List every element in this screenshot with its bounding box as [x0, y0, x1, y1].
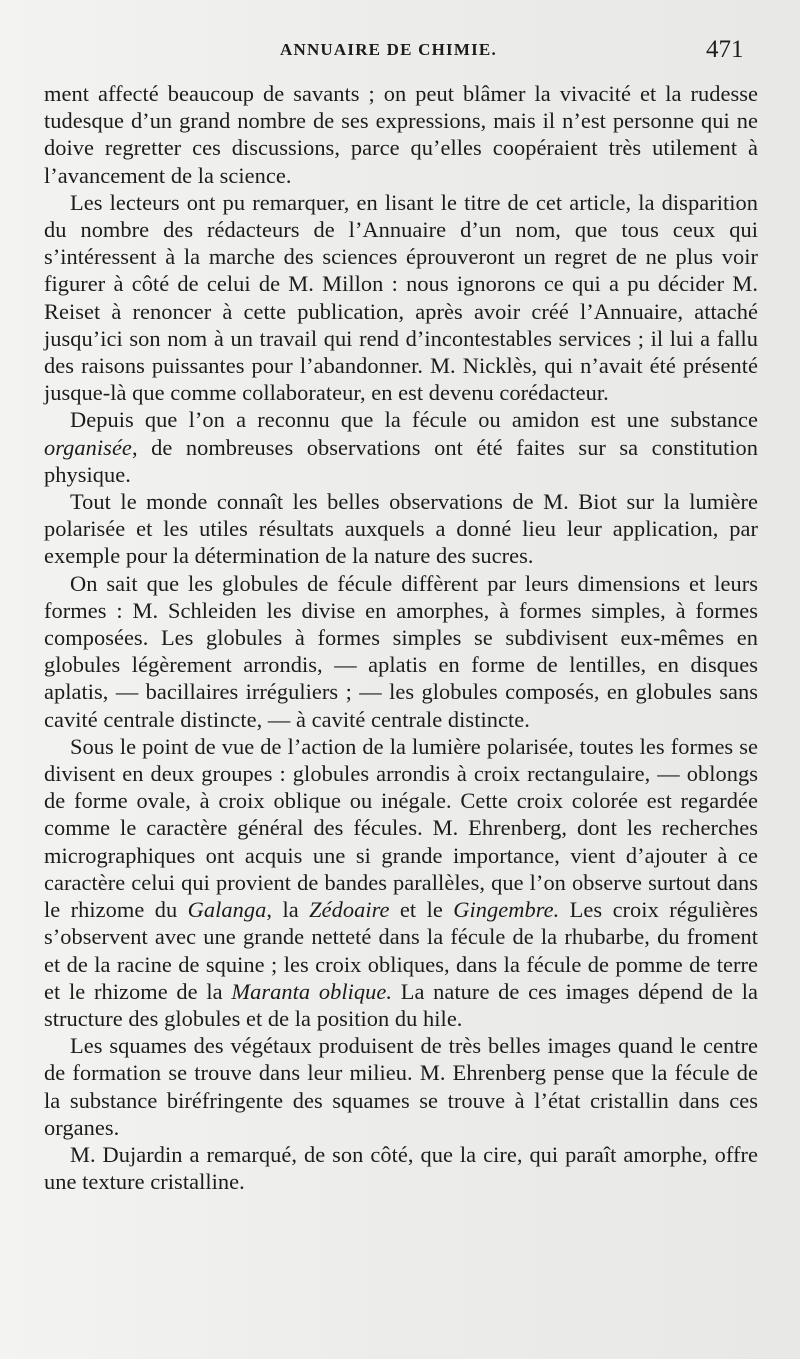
text-run: Les squames des végétaux produisent de très belles images quand le centre de formation se trouve dans leur milieu. M. Ehrenberg pense que la fécule de la substance biréfringente des squames se trouve à l’état cristallin dans ces organes. — [44, 1033, 758, 1140]
text-run: Les lecteurs ont pu remarquer, en lisant le titre de cet article, la disparition du nombre des rédacteurs de l’Annuaire d’un nom, que tous ceux qui s’intéressent à la marche des sciences éprouveront un regret de ne plus voir figurer à côté de celui de M. Millon : nous ignorons ce qui a pu décider M. Reiset à renoncer à cette publication, après avoir créé l’Annuaire, attaché jusqu’ici son nom à un travail qui rend d’incontestables services ; il lui a fallu des raisons puissantes pour l’abandonner. M. Nicklès, qui n’avait été présenté jusque-là que comme collaborateur, en est devenu corédacteur. — [44, 189, 758, 406]
text-run: On sait que les globules de fécule diffèrent par leurs dimensions et leurs formes : M. Schleiden les divise en amorphes, à formes simples, à formes composées. Les globules à formes simples se subdivisent eux-mêmes en globules légèrement arrondis, — aplatis en forme de lentilles, en disques aplatis, — bacillaires irréguliers ; — les globules composés, en globules sans cavité centrale distincte, — à cavité centrale distincte. — [44, 570, 758, 732]
text-run: Depuis que l’on a reconnu que la fécule ou amidon est une substance — [70, 407, 758, 433]
paragraph — [44, 1032, 758, 1141]
text-run: Les croix régulières s’observent avec une grande netteté dans la fécule de la rhubarbe, du froment et de la racine de squine ; les croix obliques, dans la fécule de pomme de terre et le rhizome de la — [44, 897, 758, 1004]
italic-run: Galanga — [187, 897, 267, 923]
body-text — [44, 80, 758, 1195]
running-head: ANNUAIRE DE CHIMIE. — [280, 40, 497, 59]
paragraph — [44, 488, 758, 570]
paragraph — [44, 733, 758, 1032]
italic-run: organisée — [44, 434, 132, 460]
paragraph — [44, 1141, 758, 1195]
paragraph — [44, 570, 758, 733]
italic-run: Zédoaire — [309, 897, 390, 923]
text-run: M. Dujardin a remarqué, de son côté, que la cire, qui paraît amorphe, offre une texture cristalline. — [44, 1141, 758, 1195]
page-number: 471 — [706, 36, 744, 63]
paragraph — [44, 189, 758, 407]
paragraph — [44, 406, 758, 488]
paragraph — [44, 80, 758, 189]
text-run: et le — [389, 897, 454, 923]
italic-run: Gingembre. — [453, 897, 560, 923]
italic-run: Maranta oblique. — [231, 978, 392, 1004]
text-run: , de nombreuses observations ont été faites sur sa constitution physique. — [44, 434, 758, 487]
text-run: La nature de ces images dépend de la structure des globules et de la position du hile. — [44, 978, 758, 1031]
text-run: Sous le point de vue de l’action de la lumière polarisée, toutes les formes se divisent en deux groupes : globules arrondis à croix rectangulaire, — oblongs de forme ovale, à croix oblique ou inégale. Cette croix colorée est regardée comme le caractère général des fécules. M. Ehrenberg, dont les recherches micrographiques ont acquis une si grande importance, vient d’ajouter à ce caractère celui qui provient de bandes parallèles, que l’on observe surtout dans le rhizome du — [44, 733, 758, 923]
text-run: ment affecté beaucoup de savants ; on peut blâmer la vivacité et la rudesse tudesque d’un grand nombre de ses expressions, mais il n’est personne qui ne doive regretter ces discussions, parce qu’elles coopéraient très utilement à l’avancement de la science. — [44, 81, 758, 188]
text-run: Tout le monde connaît les belles observations de M. Biot sur la lumière polarisée et les utiles résultats auxquels a donné lieu leur application, par exemple pour la détermination de la nature des sucres. — [44, 489, 758, 569]
page-header — [0, 36, 800, 68]
text-run: , la — [266, 897, 310, 923]
